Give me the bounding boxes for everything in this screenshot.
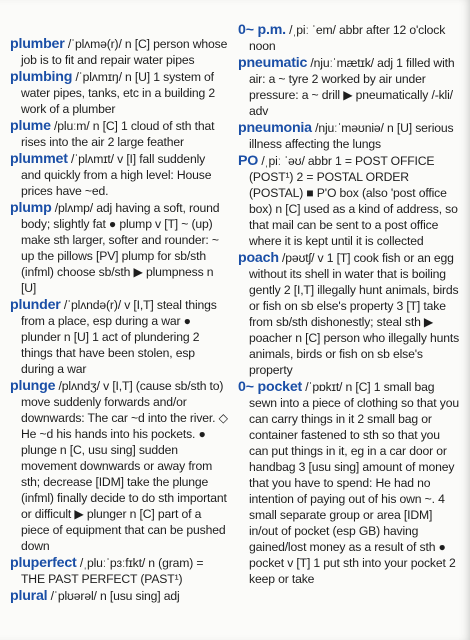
headword: pneumonia — [238, 120, 312, 136]
entry-plump — [10, 200, 228, 296]
headword: PO — [238, 153, 259, 169]
entry-body: /ˈplʌmɪŋ/ n [U] 1 system of water pipes, tanks, etc in a building 2 work of a plumber — [21, 70, 216, 116]
headword: plumbing — [10, 69, 73, 85]
headword: plumber — [10, 36, 65, 52]
headword: plunder — [10, 297, 61, 313]
right-column — [238, 22, 460, 588]
entry-body: /ˌpluːˈpɜːfɪkt/ n (gram) = THE PAST PERFECT (PAST¹) — [21, 556, 204, 586]
entry-body: /ˈplʊərəl/ n [usu sing] adj — [47, 589, 180, 603]
entry-body: /pluːm/ n [C] 1 cloud of sth that rises into the air 2 large feather — [21, 119, 215, 149]
entry-pneumatic — [238, 55, 460, 119]
headword: poach — [238, 250, 279, 266]
entry-po — [238, 153, 460, 249]
headword: plummet — [10, 151, 68, 167]
entry-body: /ˈplʌmɪt/ v [I] fall suddenly and quickly from a high level: House prices have ~ed. — [21, 152, 212, 198]
entry-plumbing — [10, 69, 228, 117]
entry-body: /ˈplʌmə(r)/ n [C] person whose job is to fit and repair water pipes — [21, 37, 228, 67]
headword: pluperfect — [10, 555, 77, 571]
entry-plumber — [10, 36, 228, 68]
headword: plump — [10, 200, 52, 216]
entry-body: /pəʊtʃ/ v 1 [T] cook fish or an egg without its shell in water that is boiling gently 2 [I,T] illegally hunt animals, birds or fish on sb else's property 3 [T] take from sb/sth dishonestly; steal sth ▶ poacher n [C] person who illegally hunts animals, birds or fish on sb else's property — [249, 251, 460, 377]
headword: 0~ p.m. — [238, 22, 286, 38]
entry-plummet — [10, 151, 228, 199]
entry-body: /ˌpiː ˈəʊ/ abbr 1 = POST OFFICE (POST¹) 2 = POSTAL ORDER (POSTAL) ■ P'O box (also 'post office box) n [C] used as a kind of address, so that mail can be sent to a post office where it is kept until it is collected — [249, 154, 458, 248]
entry-body: /plʌndʒ/ v [I,T] (cause sb/sth to) move suddenly forwards and/or downwards: The car ~d into the river. ◇ He ~d his hands into his pockets. ● plunge n [C, usu sing] sudden movement downwards or away from sth; decrease [IDM] take the plunge (infml) finally decide to do sth important or difficult ▶ plunger n [C] part of a piece of equipment that can be pushed down — [21, 379, 228, 553]
left-column — [10, 36, 228, 605]
entry-body: /njuːˈmætɪk/ adj 1 filled with air: a ~ tyre 2 worked by air under pressure: a ~ drill ▶ pneumatically /-kli/ adv — [249, 56, 455, 118]
entry-body: /ˈplʌndə(r)/ v [I,T] steal things from a place, esp during a war ● plunder n [U] 1 act of plundering 2 things that have been stolen, esp during a war — [21, 298, 217, 376]
entry-plunder — [10, 297, 228, 377]
headword: plural — [10, 588, 48, 604]
headword: plume — [10, 118, 51, 134]
entry-pneumonia — [238, 120, 460, 152]
entry-body: /njuːˈməʊniə/ n [U] serious illness affecting the lungs — [249, 121, 454, 151]
entry-body: /plʌmp/ adj having a soft, round body; slightly fat ● plump v [T] ~ (up) make sth larger, softer and rounder: ~ up the pillows [PV] plump for sb/sth (infml) choose sb/sth ▶ plumpness n [U] — [21, 201, 220, 295]
entry-pluperfect — [10, 555, 228, 587]
entry-plunge — [10, 378, 228, 554]
headword: plunge — [10, 378, 56, 394]
entry-plural — [10, 588, 228, 604]
entry-poach — [238, 250, 460, 378]
entry-plume — [10, 118, 228, 150]
headword: pneumatic — [238, 55, 308, 71]
headword: 0~ pocket — [238, 379, 303, 395]
entry-pm — [238, 22, 460, 54]
entry-body: /ˌpiː ˈem/ abbr after 12 o'clock noon — [249, 23, 446, 53]
entry-pocket — [238, 379, 460, 587]
entry-body: /ˈpɒkɪt/ n [C] 1 small bag sewn into a piece of clothing so that you can carry things in it 2 small bag or container fastened to sth so that you can put things in it, eg in a car door or handbag 3 [usu sing] amount of money that you have to spend: He had no intention of paying out of his own ~. 4 small separate group or area [IDM] in/out of pocket (esp GB) having gained/lost money as a result of sth ● pocket v [T] 1 put sth into your pocket 2 keep or take — [249, 380, 459, 586]
